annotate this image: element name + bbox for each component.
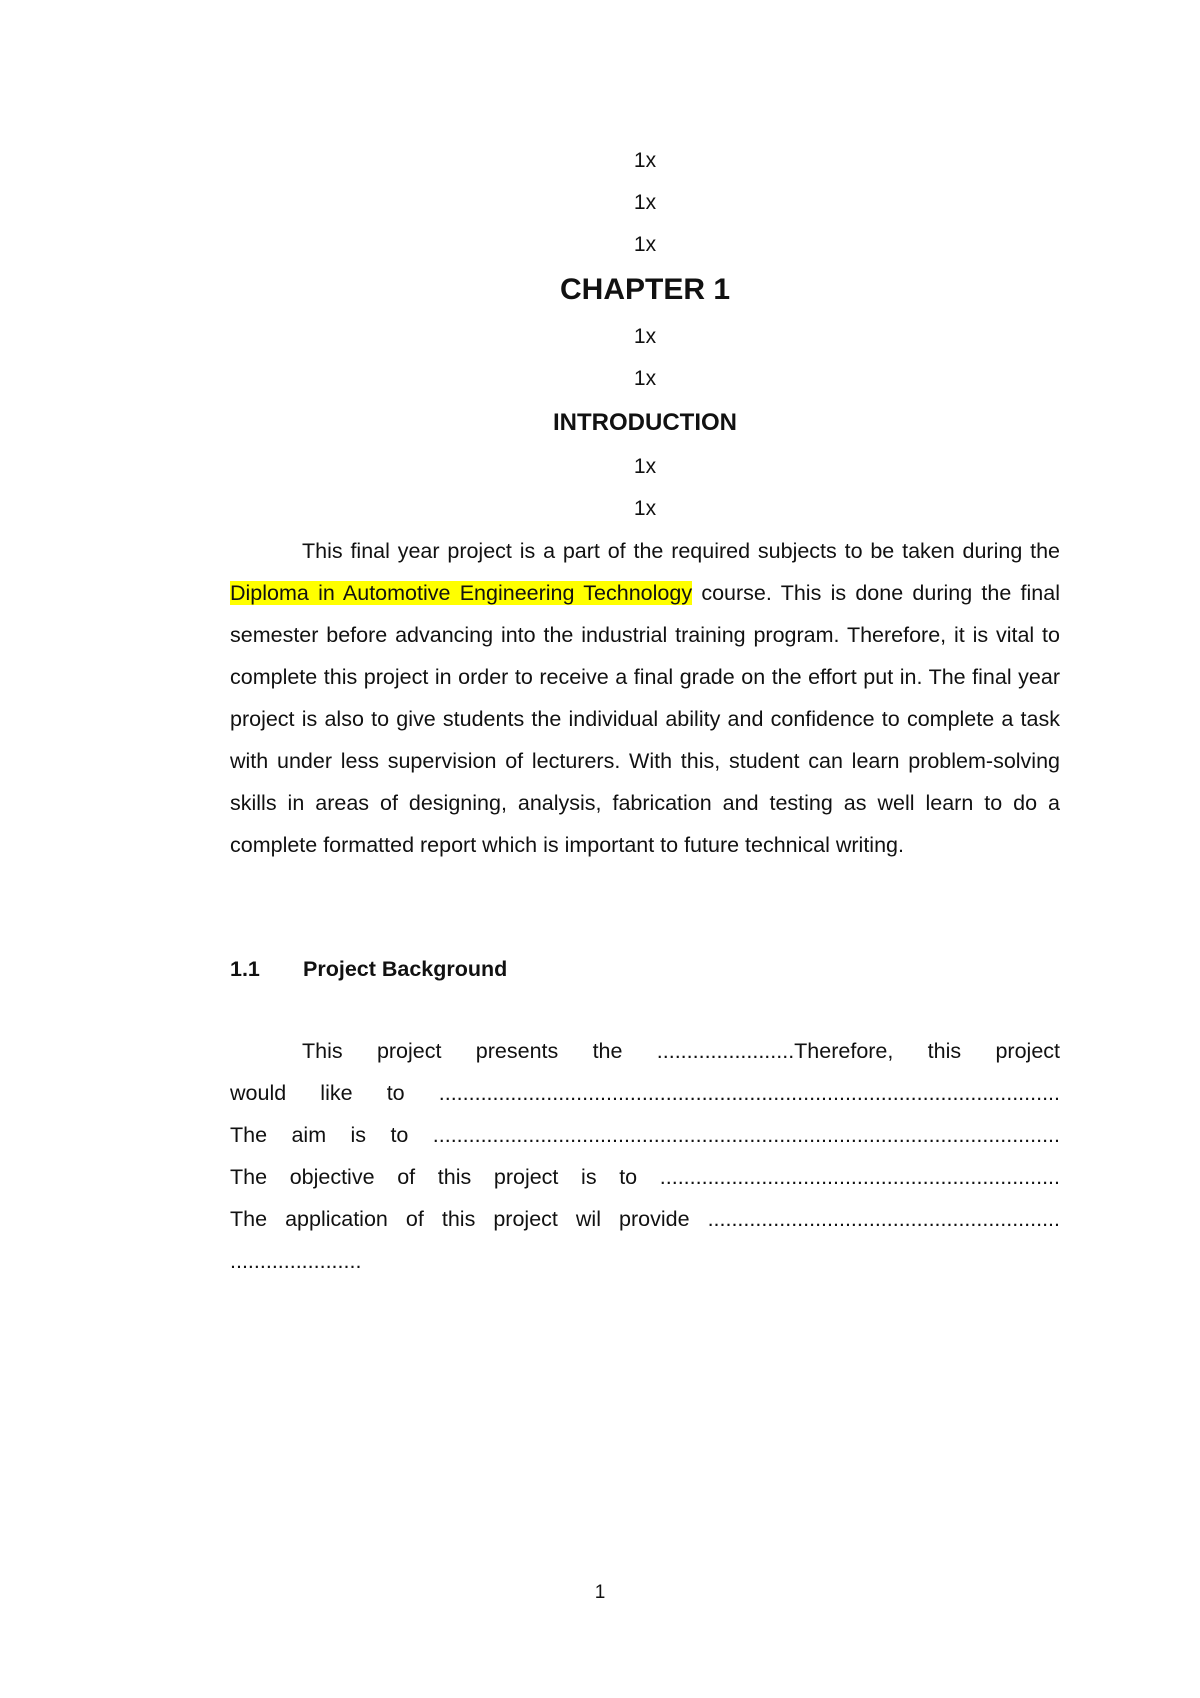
background-line: The objective of this project is to ...................................................................	[230, 1165, 1060, 1189]
intro-text-after: course. This is done during the final semester before advancing into the industrial training program. Therefore, it is vital to complete this project in order to receive a final grade on the effort put in. The final year project is also to give students the individual ability and confidence to complete a task with under less supervision of lecturers. With this, student can learn problem-solving skills in areas of designing, analysis, fabrication and testing as well learn to do a complete formatted report which is important to future technical writing.	[230, 581, 1061, 857]
spacer-mark: 1x	[633, 497, 657, 520]
background-paragraph	[230, 1030, 1060, 1282]
intro-text-before: This final year project is a part of the required subjects to be taken during the	[302, 539, 1060, 563]
highlighted-course-name: Diploma in Automotive Engineering Technology	[230, 581, 693, 605]
page-content	[230, 140, 1060, 1282]
subsection-number: 1.1	[230, 957, 260, 981]
spacer-mark: 1x	[633, 455, 657, 478]
background-line: The aim is to .........................................................................................................	[230, 1123, 1060, 1147]
spacer-mark: 1x	[633, 191, 657, 214]
background-line: ......................	[230, 1249, 362, 1273]
subsection-title: Project Background	[303, 957, 508, 981]
spacer-mark: 1x	[633, 149, 657, 172]
background-line: The application of this project wil provide ...........................................................	[230, 1207, 1060, 1231]
background-line: would like to ........................................................................................................	[230, 1081, 1060, 1105]
subsection-heading	[230, 948, 1060, 990]
spacer-mark: 1x	[633, 233, 657, 256]
background-line: This project presents the .......................Therefore, this project	[302, 1039, 1060, 1063]
intro-paragraph	[230, 530, 1060, 866]
spacer-mark: 1x	[633, 367, 657, 390]
page-number: 1	[594, 1582, 606, 1603]
spacer-mark: 1x	[633, 325, 657, 348]
introduction-heading: INTRODUCTION	[553, 409, 737, 436]
chapter-title: CHAPTER 1	[559, 273, 731, 306]
